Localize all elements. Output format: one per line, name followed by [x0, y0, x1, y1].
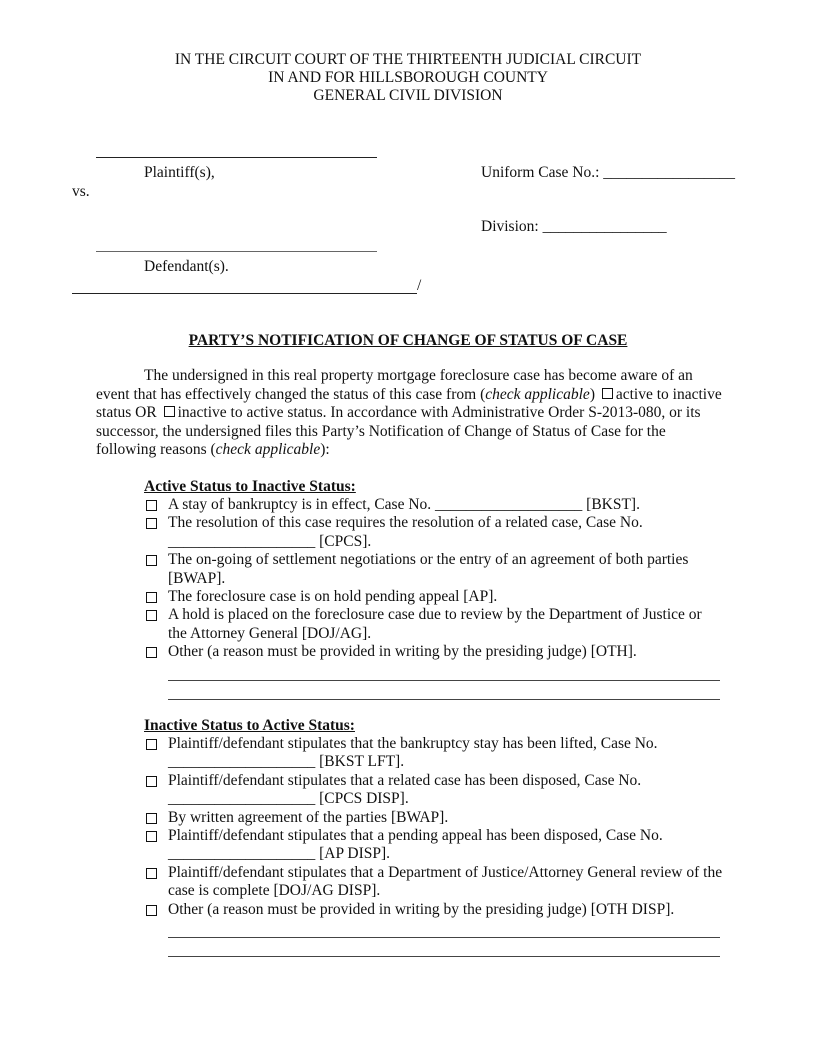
checkbox-cpcs-disp[interactable]	[146, 776, 157, 787]
list-item: The resolution of this case requires the resolution of a related case, Case No. ___________________ [CPCS].	[144, 514, 724, 551]
list-item: Plaintiff/defendant stipulates that a pending appeal has been disposed, Case No. ___________________ [AP DISP].	[144, 827, 724, 864]
intro-part3: ):	[320, 441, 330, 459]
checkbox-bkst-lft[interactable]	[146, 739, 157, 750]
list-item: The on-going of settlement negotiations or the entry of an agreement of both parties [BWAP].	[144, 551, 724, 588]
oth-reason-line-1[interactable]	[168, 662, 720, 681]
intro-part2: )	[589, 385, 595, 403]
checkbox-doj-ag-disp[interactable]	[146, 868, 157, 879]
checkbox-oth-disp[interactable]	[146, 905, 157, 916]
checkbox-oth[interactable]	[146, 647, 157, 658]
inactive-to-active-list	[144, 735, 724, 957]
checkbox-ap-disp[interactable]	[146, 831, 157, 842]
active-to-inactive-checkbox[interactable]	[602, 388, 613, 399]
plaintiff-label: Plaintiff(s),	[144, 164, 215, 181]
court-header-line1: IN THE CIRCUIT COURT OF THE THIRTEENTH JUDICIAL CIRCUIT	[174, 51, 642, 68]
intro-opt2: inactive to active status. In accordance with Administrative Order S-2013-080, or its successor, the undersigned files this Party’s Notification of Change of Status of Case for the following reasons (	[96, 404, 701, 459]
list-item: Plaintiff/defendant stipulates that a related case has been disposed, Case No. ___________________ [CPCS DISP].	[144, 772, 724, 809]
case-number-field[interactable]: Uniform Case No.: _________________	[481, 164, 736, 181]
inactive-to-active-heading: Inactive Status to Active Status:	[144, 717, 355, 734]
active-to-inactive-heading: Active Status to Inactive Status:	[144, 478, 356, 495]
caption-bottom-line	[72, 293, 417, 294]
list-item: Other (a reason must be provided in writing by the presiding judge) [OTH].	[144, 643, 724, 661]
oth-disp-reason-line-2[interactable]	[168, 938, 720, 957]
division-field[interactable]: Division: ________________	[481, 218, 667, 235]
checkbox-ap[interactable]	[146, 592, 157, 603]
list-item: Plaintiff/defendant stipulates that a Department of Justice/Attorney General review of the case is complete [DOJ/AG DISP].	[144, 864, 724, 901]
intro-opt1: active to inactive status OR	[96, 385, 722, 422]
intro-paragraph	[96, 367, 722, 460]
oth-disp-reason-line-1[interactable]	[168, 919, 720, 938]
court-header-line3: GENERAL CIVIL DIVISION	[313, 87, 503, 104]
inactive-to-active-checkbox[interactable]	[164, 406, 175, 417]
list-item: Plaintiff/defendant stipulates that the bankruptcy stay has been lifted, Case No. ___________________ [BKST LFT].	[144, 735, 724, 772]
checkbox-cpcs[interactable]	[146, 518, 157, 529]
checkbox-bwap[interactable]	[146, 555, 157, 566]
defendant-label: Defendant(s).	[144, 258, 229, 275]
plaintiff-name-line[interactable]	[96, 157, 377, 158]
checkbox-doj-ag[interactable]	[146, 610, 157, 621]
caption-slash: /	[417, 277, 422, 294]
checkbox-bwap-active[interactable]	[146, 813, 157, 824]
document-title: PARTY’S NOTIFICATION OF CHANGE OF STATUS OF CASE	[188, 332, 628, 349]
intro-part1: The undersigned in this real property mortgage foreclosure case has become aware of an event that has effectively changed the status of this case from (	[96, 367, 693, 403]
list-item: A stay of bankruptcy is in effect, Case No. ___________________ [BKST].	[144, 496, 724, 514]
vs-label: vs.	[72, 183, 90, 200]
active-to-inactive-list	[144, 496, 724, 700]
intro-check-applicable: check applicable	[485, 385, 590, 403]
oth-reason-line-2[interactable]	[168, 681, 720, 700]
list-item: A hold is placed on the foreclosure case due to review by the Department of Justice or the Attorney General [DOJ/AG].	[144, 606, 724, 643]
list-item: By written agreement of the parties [BWAP].	[144, 809, 724, 827]
defendant-name-line[interactable]	[96, 251, 377, 252]
checkbox-bkst[interactable]	[146, 500, 157, 511]
list-item: The foreclosure case is on hold pending appeal [AP].	[144, 588, 724, 606]
court-header-line2: IN AND FOR HILLSBOROUGH COUNTY	[268, 69, 548, 86]
list-item: Other (a reason must be provided in writing by the presiding judge) [OTH DISP].	[144, 901, 724, 919]
intro-check-applicable-2: check applicable	[215, 441, 321, 459]
